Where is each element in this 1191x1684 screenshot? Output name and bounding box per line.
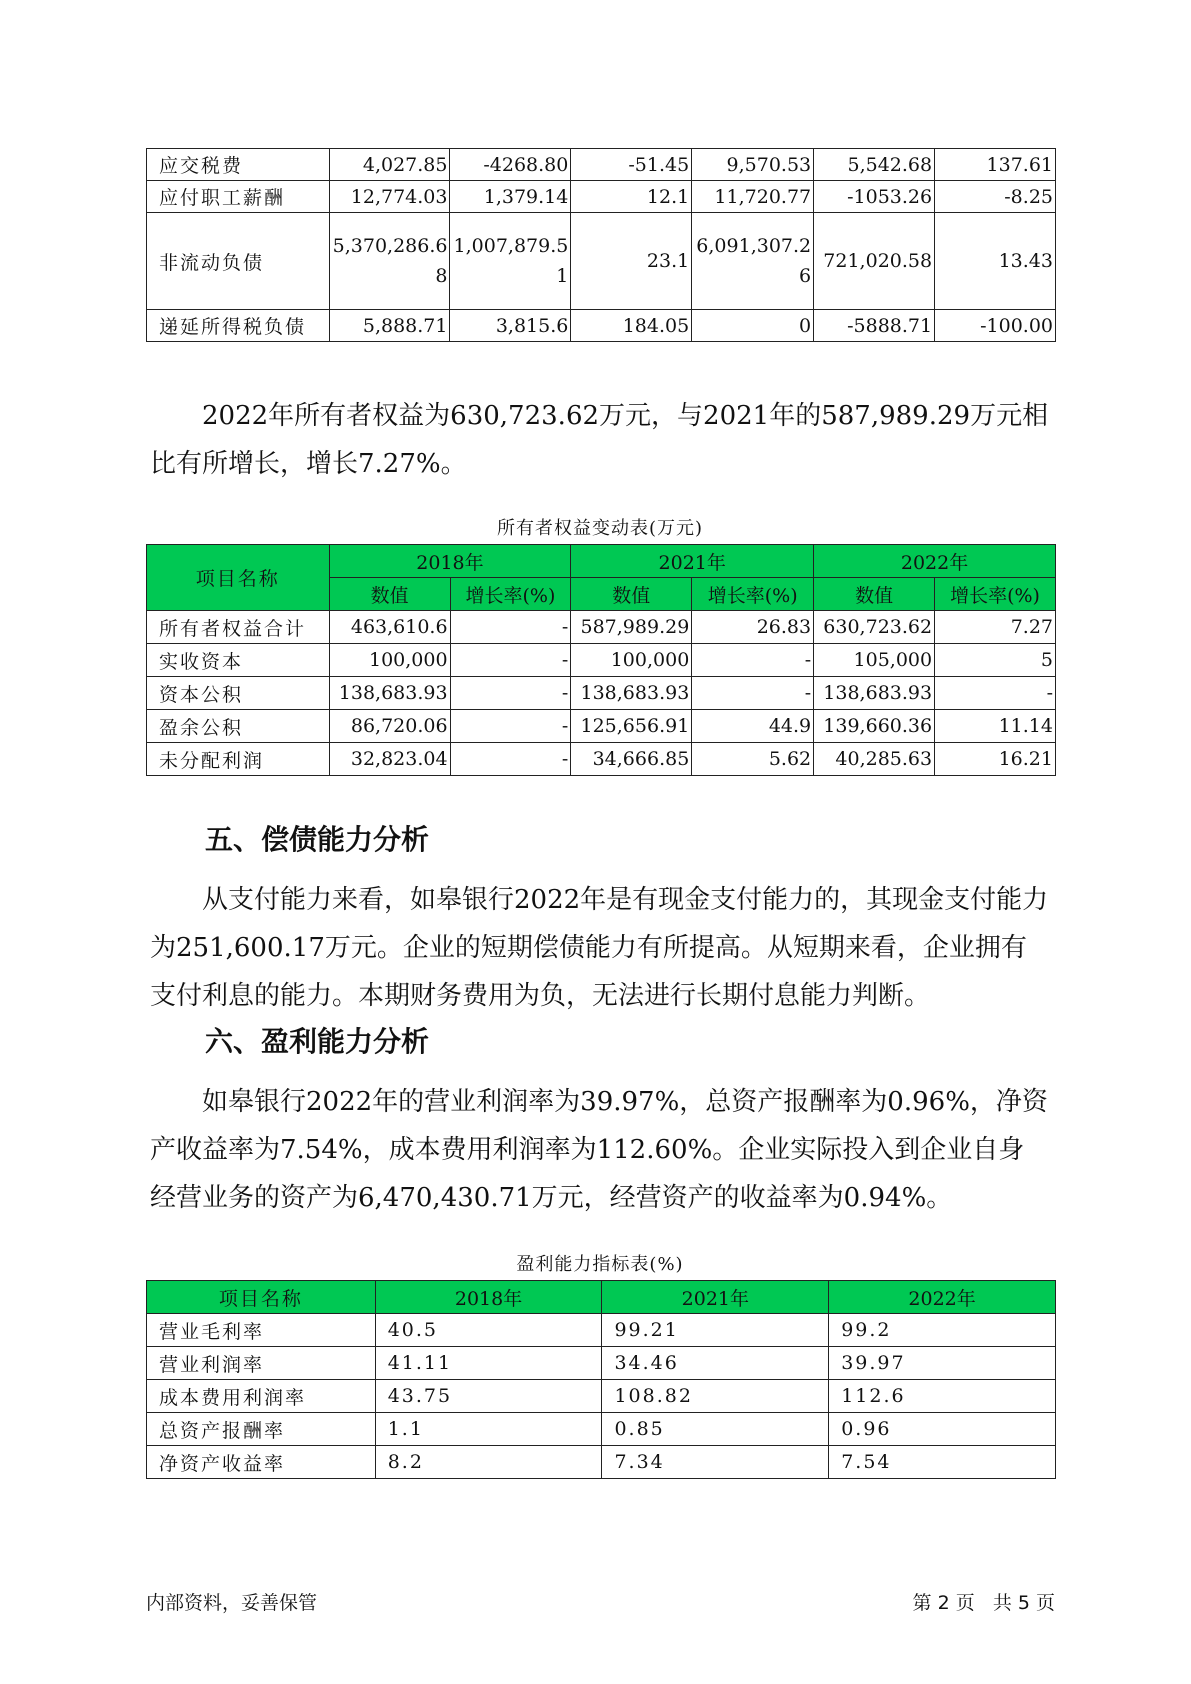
table-row	[147, 1413, 1056, 1446]
table-cell: 138,683.93	[329, 677, 450, 710]
table-cell: 7.54	[829, 1446, 1056, 1479]
table-cell: 13.43	[935, 213, 1056, 310]
profitability-paragraph: 如皋银行2022年的营业利润率为39.97%，总资产报酬率为0.96%，净资产收益率为7.54%，成本费用利润率为112.60%。企业实际投入到企业自身经营业务的资产为6,470,430.71万元，经营资产的收益率为0.94%。	[150, 1087, 1048, 1213]
table-cell: -	[692, 677, 814, 710]
table-cell: 7.27	[935, 611, 1056, 644]
table-row	[147, 743, 1056, 776]
row-label: 应付职工薪酬	[147, 181, 330, 213]
row-label: 递延所得税负债	[147, 310, 330, 342]
table-cell: 105,000	[814, 644, 935, 677]
table-cell: 5.62	[692, 743, 814, 776]
table-row	[147, 181, 1056, 213]
table-cell: -8.25	[935, 181, 1056, 213]
table-cell: 139,660.36	[814, 710, 935, 743]
table-cell: 5,542.68	[814, 149, 935, 181]
table-row	[147, 1380, 1056, 1413]
table-cell: 100,000	[329, 644, 450, 677]
table-cell: -	[450, 611, 571, 644]
table-cell: 12,774.03	[329, 181, 450, 213]
table-row	[147, 1446, 1056, 1479]
table-cell: 41.11	[375, 1347, 602, 1380]
value-header: 数值	[571, 578, 692, 611]
row-label: 总资产报酬率	[147, 1413, 376, 1446]
table-cell: -	[450, 710, 571, 743]
table-cell: 4,027.85	[329, 149, 450, 181]
table-cell: 0	[692, 310, 814, 342]
table-cell: -	[692, 644, 814, 677]
table-cell: 99.21	[602, 1314, 829, 1347]
row-label: 非流动负债	[147, 213, 330, 310]
footer-confidential-note: 内部资料，妥善保管	[146, 1592, 318, 1614]
table-cell: -	[450, 743, 571, 776]
table-cell: 7.34	[602, 1446, 829, 1479]
footer-page-number: 第 2 页 共 5 页	[912, 1592, 1055, 1614]
table-cell: -1053.26	[814, 181, 935, 213]
row-label: 应交税费	[147, 149, 330, 181]
table-cell: 184.05	[571, 310, 692, 342]
table-cell: 587,989.29	[571, 611, 692, 644]
row-label: 营业毛利率	[147, 1314, 376, 1347]
table-header-row	[147, 545, 1056, 578]
table-cell: 99.2	[829, 1314, 1056, 1347]
value-header: 数值	[329, 578, 450, 611]
table-row	[147, 677, 1056, 710]
table-cell: 8.2	[375, 1446, 602, 1479]
column-header: 2021年	[602, 1281, 829, 1314]
table-cell: 0.85	[602, 1413, 829, 1446]
row-label: 未分配利润	[147, 743, 330, 776]
row-label: 成本费用利润率	[147, 1380, 376, 1413]
table-cell: 39.97	[829, 1347, 1056, 1380]
table-cell: 43.75	[375, 1380, 602, 1413]
table-cell: 721,020.58	[814, 213, 935, 310]
column-header: 项目名称	[147, 1281, 376, 1314]
liability-table	[146, 148, 1056, 342]
profit-table	[146, 1280, 1056, 1479]
row-label: 盈余公积	[147, 710, 330, 743]
table-row	[147, 710, 1056, 743]
equity-table-caption: 所有者权益变动表(万元)	[496, 518, 704, 539]
table-cell: -51.45	[571, 149, 692, 181]
table-cell: 11,720.77	[692, 181, 814, 213]
table-cell: 40,285.63	[814, 743, 935, 776]
item-name-header: 项目名称	[147, 545, 330, 611]
table-row	[147, 213, 1056, 310]
table-cell: 0.96	[829, 1413, 1056, 1446]
row-label: 资本公积	[147, 677, 330, 710]
row-label: 所有者权益合计	[147, 611, 330, 644]
table-cell: 40.5	[375, 1314, 602, 1347]
row-label: 净资产收益率	[147, 1446, 376, 1479]
table-cell: -4268.80	[450, 149, 571, 181]
column-header: 2022年	[829, 1281, 1056, 1314]
table-cell: 137.61	[935, 149, 1056, 181]
table-row	[147, 1314, 1056, 1347]
table-cell: 5	[935, 644, 1056, 677]
table-cell: 86,720.06	[329, 710, 450, 743]
table-cell: 5,888.71	[329, 310, 450, 342]
table-header-row	[147, 1281, 1056, 1314]
table-row	[147, 149, 1056, 181]
table-cell: 44.9	[692, 710, 814, 743]
row-label: 实收资本	[147, 644, 330, 677]
column-header: 2018年	[375, 1281, 602, 1314]
table-cell: 1.1	[375, 1413, 602, 1446]
table-cell: 112.6	[829, 1380, 1056, 1413]
growth-header: 增长率(%)	[935, 578, 1056, 611]
growth-header: 增长率(%)	[692, 578, 814, 611]
table-cell: -	[935, 677, 1056, 710]
table-cell: 138,683.93	[571, 677, 692, 710]
table-cell: 3,815.6	[450, 310, 571, 342]
table-cell: 26.83	[692, 611, 814, 644]
table-cell: 9,570.53	[692, 149, 814, 181]
table-cell: 630,723.62	[814, 611, 935, 644]
row-label: 营业利润率	[147, 1347, 376, 1380]
equity-paragraph: 2022年所有者权益为630,723.62万元，与2021年的587,989.29万元相比有所增长，增长7.27%。	[150, 401, 1049, 479]
growth-header: 增长率(%)	[450, 578, 571, 611]
table-cell: -	[450, 644, 571, 677]
table-cell: 100,000	[571, 644, 692, 677]
table-cell: 12.1	[571, 181, 692, 213]
table-cell: 108.82	[602, 1380, 829, 1413]
equity-table	[146, 544, 1056, 776]
table-cell: 138,683.93	[814, 677, 935, 710]
year-header: 2022年	[814, 545, 1056, 578]
table-cell: -5888.71	[814, 310, 935, 342]
table-cell: 32,823.04	[329, 743, 450, 776]
table-cell: 34,666.85	[571, 743, 692, 776]
value-header: 数值	[814, 578, 935, 611]
table-row	[147, 1347, 1056, 1380]
table-cell: 34.46	[602, 1347, 829, 1380]
section-heading-profitability: 六、盈利能力分析	[205, 1025, 430, 1058]
solvency-paragraph: 从支付能力来看，如皋银行2022年是有现金支付能力的，其现金支付能力为251,600.17万元。企业的短期偿债能力有所提高。从短期来看，企业拥有支付利息的能力。本期财务费用为负，无法进行长期付息能力判断。	[150, 885, 1049, 1011]
section-heading-solvency: 五、偿债能力分析	[205, 823, 430, 856]
table-cell: 11.14	[935, 710, 1056, 743]
year-header: 2021年	[571, 545, 814, 578]
table-row	[147, 611, 1056, 644]
table-cell: 1,379.14	[450, 181, 571, 213]
table-row	[147, 310, 1056, 342]
table-row	[147, 644, 1056, 677]
table-cell: 463,610.6	[329, 611, 450, 644]
table-cell: 23.1	[571, 213, 692, 310]
table-cell: 6,091,307.26	[692, 213, 814, 310]
profit-table-caption: 盈利能力指标表(%)	[516, 1254, 684, 1275]
table-cell: 5,370,286.68	[329, 213, 450, 310]
table-cell: 16.21	[935, 743, 1056, 776]
table-cell: 1,007,879.51	[450, 213, 571, 310]
table-cell: -	[450, 677, 571, 710]
table-cell: -100.00	[935, 310, 1056, 342]
year-header: 2018年	[329, 545, 571, 578]
table-cell: 125,656.91	[571, 710, 692, 743]
